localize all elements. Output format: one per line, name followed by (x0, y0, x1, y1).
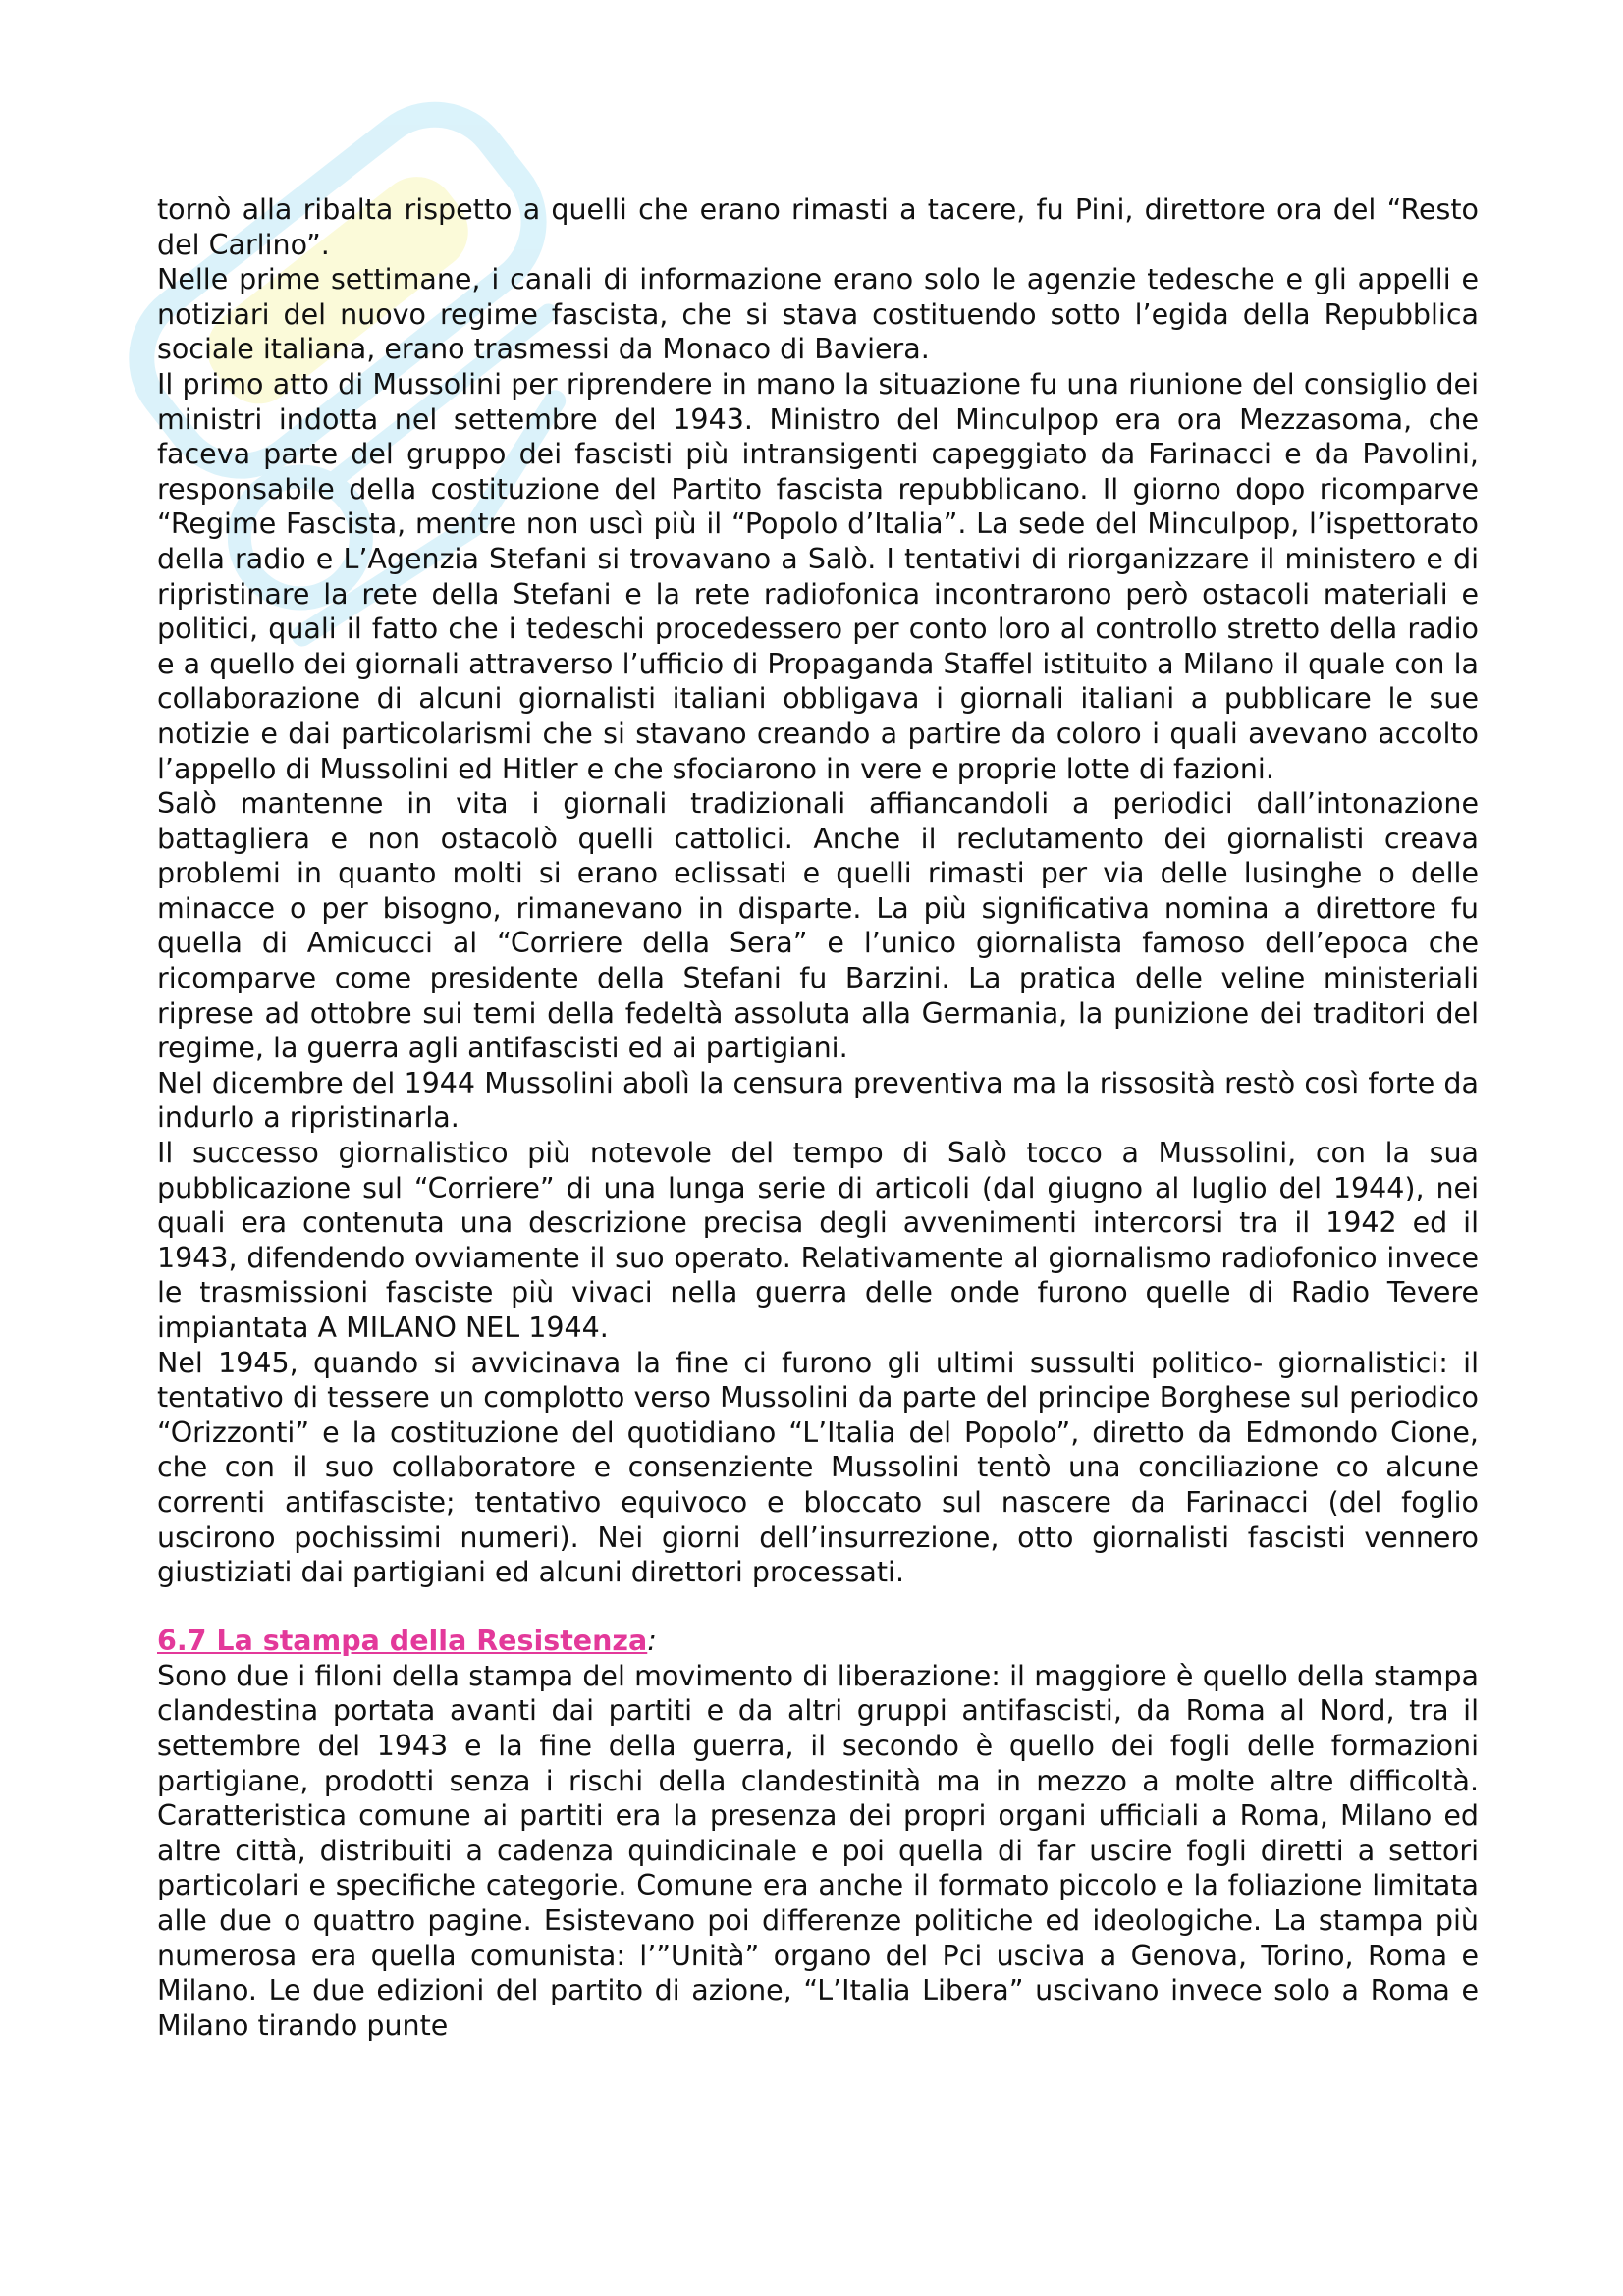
section-heading-colon: : (647, 1624, 657, 1657)
paragraph-pini: tornò alla ribalta rispetto a quelli che erano rimasti a tacere, fu Pini, direttore ora del “Resto del Carlino”. (157, 193, 1479, 261)
paragraph-resistance-press: Sono due i filoni della stampa del movimento di liberazione: il maggiore è quello della stampa clandestina portata avanti dai partiti e da altri gruppi antifascisti, da Roma al Nord, tra il settembre del 1943 e la fine della guerra, il secondo è quello dei fogli delle formazioni partigiane, prodotti senza i rischi della clandestinità ma in mezzo a molte altre difficoltà. Caratteristica comune ai partiti era la presenza dei propri organi ufficiali a Roma, Milano ed altre città, distribuiti a cadenza quindicinale e poi quella di far uscire fogli diretti a settori particolari e specifiche categorie. Comune era anche il formato piccolo e la foliazione limitata alle due o quattro pagine. Esistevano poi differenze politiche ed ideologiche. La stampa più numerosa era quella comunista: l’”Unità” organo del Pci usciva a Genova, Torino, Roma e Milano. Le due edizioni del partito di azione, “L’Italia Libera” uscivano invece solo a Roma e Milano tirando punte (157, 1659, 1479, 2042)
paragraph-1945: Nel 1945, quando si avvicinava la fine ci furono gli ultimi sussulti politico- giornalistici: il tentativo di tessere un complotto verso Mussolini da parte del principe Borghese sul periodico “Orizzonti” e la costituzione del quotidiano “L’Italia del Popolo”, diretto da Edmondo Cione, che con il suo collaboratore e consenziente Mussolini tentò una conciliazione co alcune correnti antifasciste; tentativo equivoco e bloccato sul nascere da Farinacci (del foglio uscirono pochissimi numeri). Nei giorni dell’insurrezione, otto giornalisti fascisti vennero giustiziati dai partigiani ed alcuni direttori processati. (157, 1346, 1479, 1589)
section-heading (157, 1624, 1479, 1659)
paragraph-channels: Nelle prime settimane, i canali di informazione erano solo le agenzie tedesche e gli appelli e notiziari del nuovo regime fascista, che si stava costituendo sotto l’egida della Repubblica sociale italiana, erano trasmessi da Monaco di Baviera. (157, 263, 1479, 366)
paragraph-corriere: Il successo giornalistico più notevole del tempo di Salò tocco a Mussolini, con la sua pubblicazione sul “Corriere” di una lunga serie di articoli (dal giugno al luglio del 1944), nei quali era contenuta una descrizione precisa degli avvenimenti intercorsi tra il 1942 ed il 1943, difendendo ovviamente il suo operato. Relativamente al giornalismo radiofonico invece le trasmissioni fasciste più vivaci nella guerra delle onde furono quelle di Radio Tevere impiantata A MILANO NEL 1944. (157, 1137, 1479, 1344)
document-body (157, 192, 1479, 2043)
paragraph-council: Il primo atto di Mussolini per riprendere in mano la situazione fu una riunione del consiglio dei ministri indotta nel settembre del 1943. Ministro del Minculpop era ora Mezzasoma, che faceva parte del gruppo dei fascisti più intransigenti capeggiato da Farinacci e da Pavolini, responsabile della costituzione del Partito fascista repubblicano. Il giorno dopo ricomparve “Regime Fascista, mentre non uscì più il “Popolo d’Italia”. La sede del Minculpop, l’ispettorato della radio e L’Agenzia Stefani si trovavano a Salò. I tentativi di riorganizzare il ministero e di ripristinare la rete della Stefani e la rete radiofonica incontrarono però ostacoli materiali e politici, quali il fatto che i tedeschi procedessero per conto loro al controllo stretto della radio e a quello dei giornali attraverso l’ufficio di Propaganda Staffel istituito a Milano il quale con la collaborazione di alcuni giornalisti italiani obbligava i giornali italiani a pubblicare le sue notizie e dai particolarismi che si stavano creando a partire da coloro i quali avevano accolto l’appello di Mussolini ed Hitler e che sfociarono in vere e proprie lotte di fazioni. (157, 367, 1479, 785)
paragraph-salo: Salò mantenne in vita i giornali tradizionali affiancandoli a periodici dall’intonazione battagliera e non ostacolò quelli cattolici. Anche il reclutamento dei giornalisti creava problemi in quanto molti si erano eclissati e quelli rimasti per via delle lusinghe o delle minacce o per bisogno, rimanevano in disparte. La più significativa nomina a direttore fu quella di Amicucci al “Corriere della Sera” e l’unico giornalista famoso dell’epoca che ricomparve come presidente della Stefani fu Barzini. La pratica delle veline ministeriali riprese ad ottobre sui temi della fedeltà assoluta alla Germania, la punizione dei traditori del regime, la guerra agli antifascisti ed ai partigiani. (157, 787, 1479, 1065)
section-heading-title: 6.7 La stampa della Resistenza (157, 1624, 648, 1657)
paragraph-censorship: Nel dicembre del 1944 Mussolini abolì la censura preventiva ma la rissosità restò così forte da indurlo a ripristinarla. (157, 1066, 1479, 1135)
